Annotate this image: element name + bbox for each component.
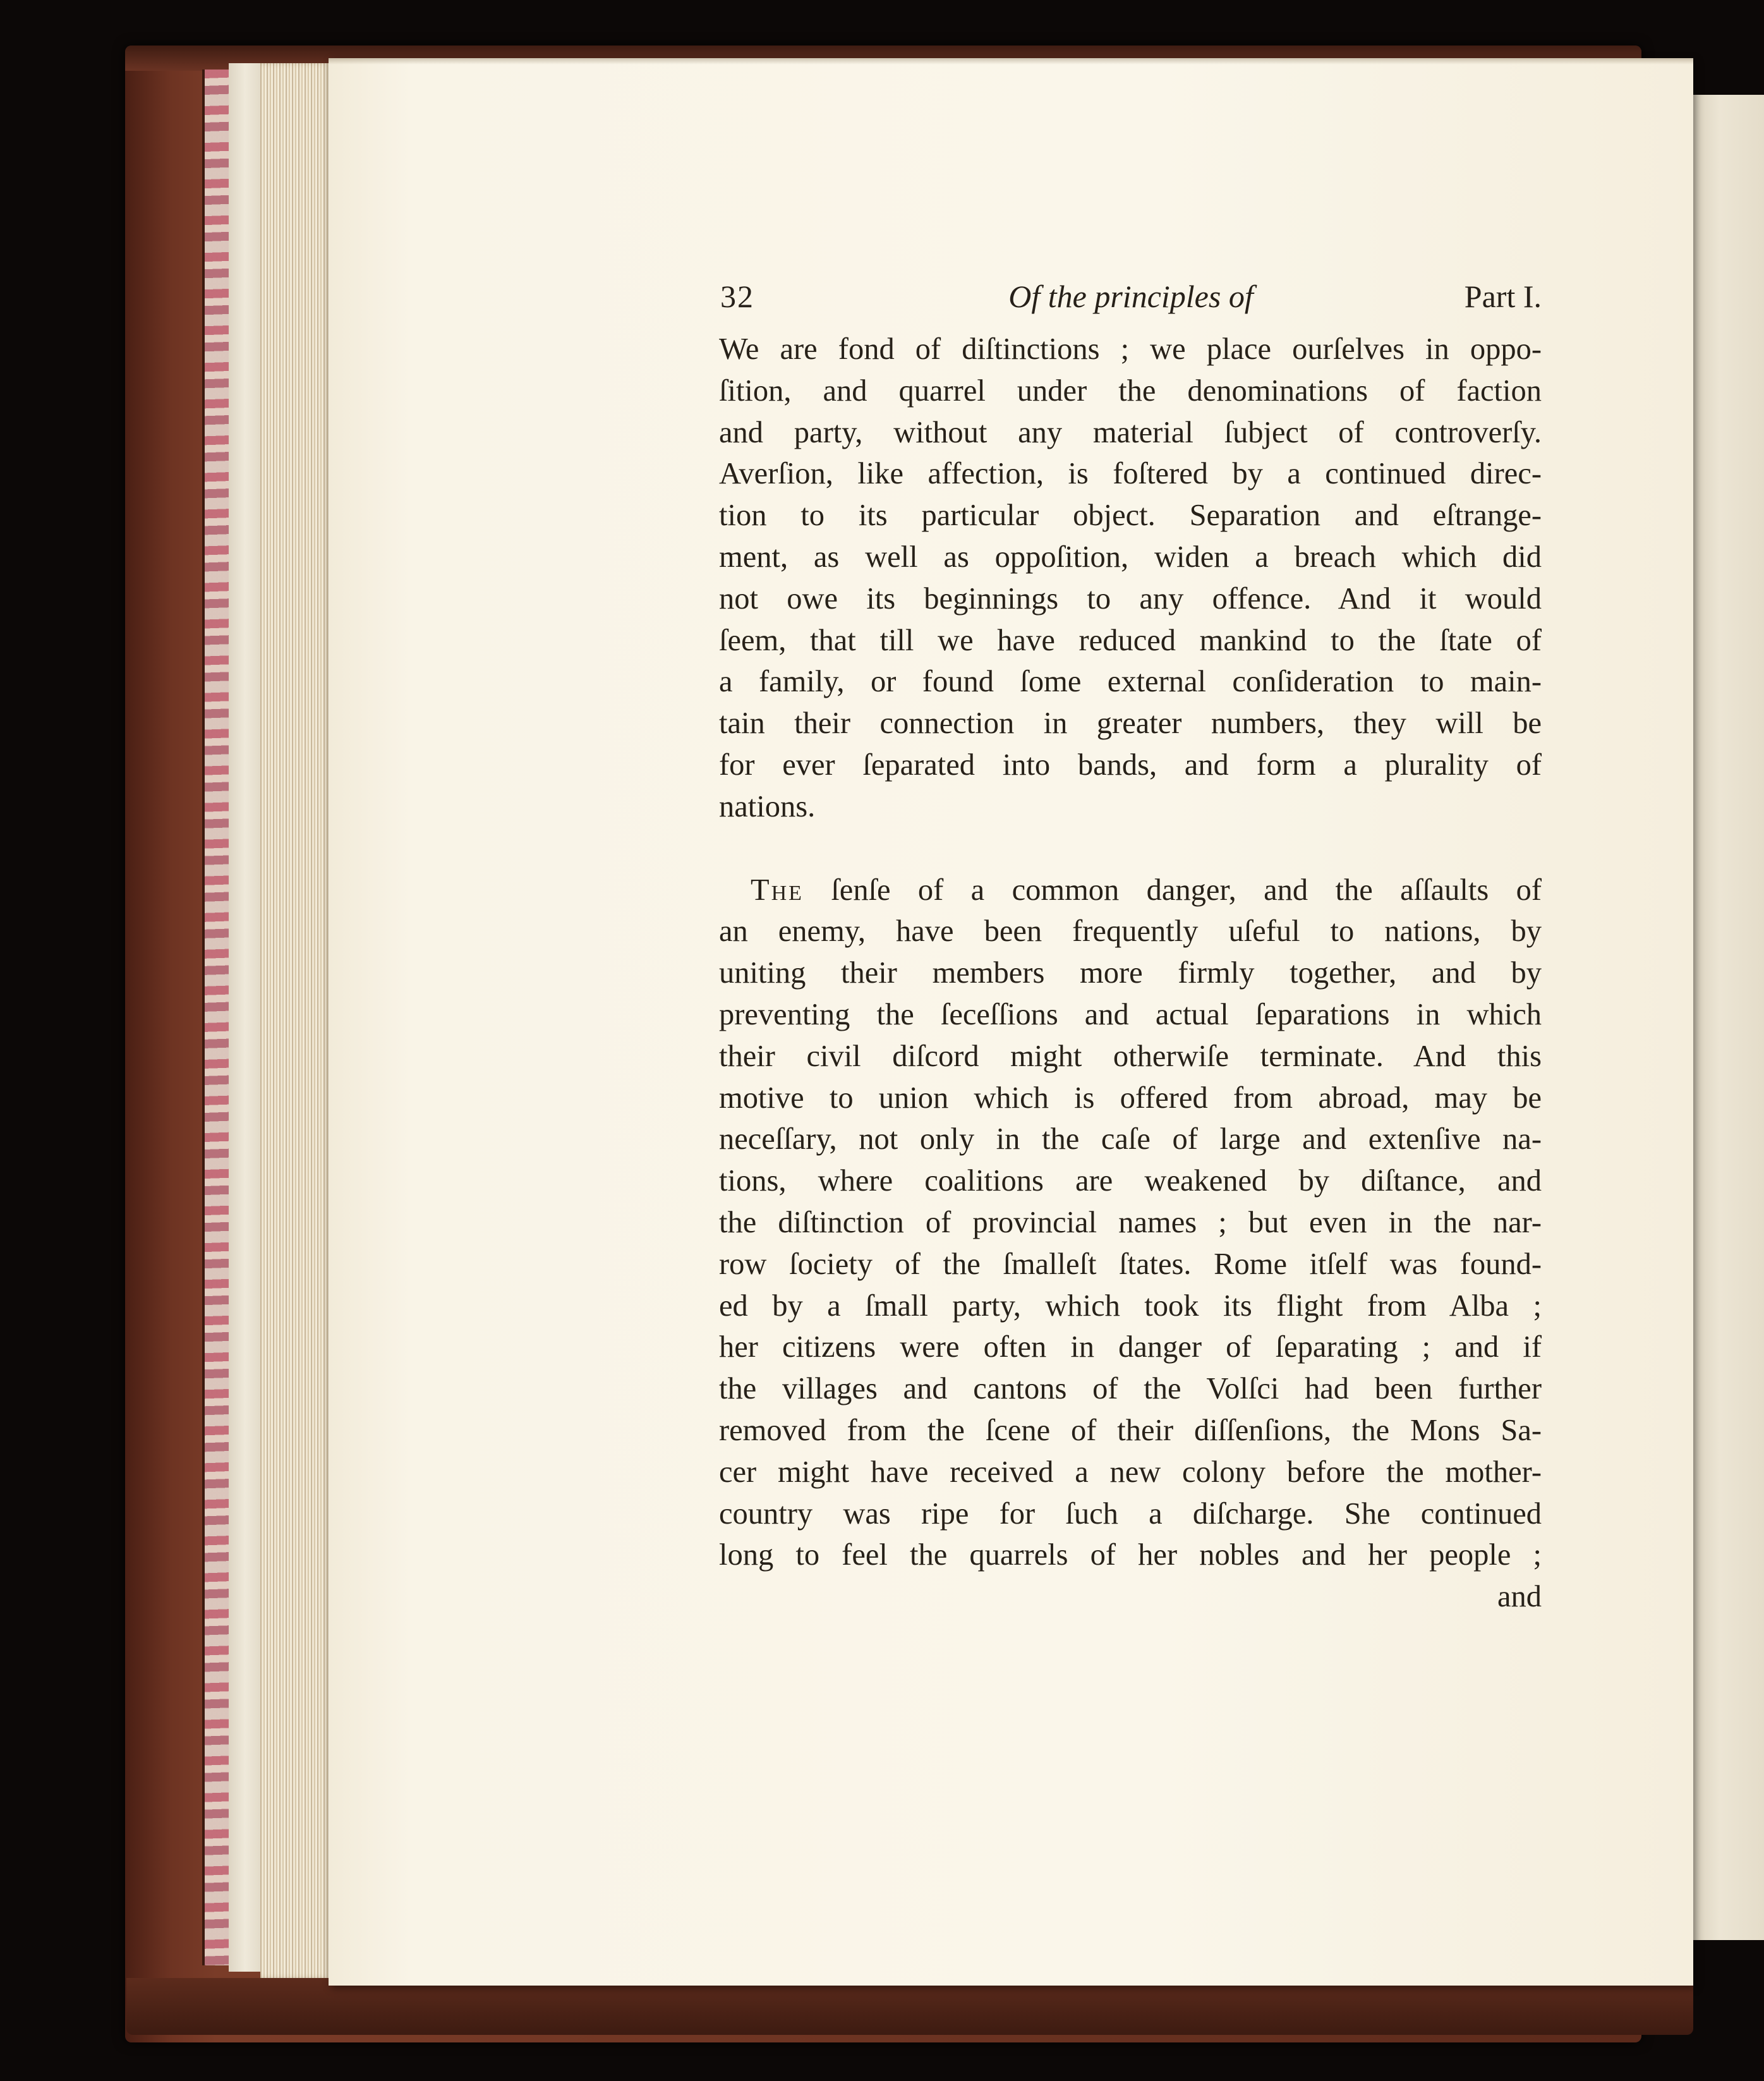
- text-line: her citizens were often in danger of ſeparating ; and if: [719, 1330, 1542, 1364]
- text-line: cer might have received a new colony before the mother-: [719, 1455, 1542, 1489]
- body-text: [719, 329, 1542, 1618]
- text-line: removed from the ſcene of their diſſenſions, the Mons Sa-: [719, 1413, 1542, 1447]
- text-line: not owe its beginnings to any offence. And it would: [719, 581, 1542, 616]
- text-line: ment, as well as oppoſition, widen a breach which did: [719, 540, 1542, 574]
- book-cover-bottom-edge: [126, 1978, 1693, 2035]
- text-line: ſition, and quarrel under the denominations of faction: [719, 373, 1542, 408]
- text-line: the diſtinction of provincial names ; but even in the nar-: [719, 1205, 1542, 1239]
- text-line: tion to its particular object. Separation and eſtrange-: [719, 499, 1542, 533]
- text-line: uniting their members more firmly together, and by: [719, 956, 1542, 990]
- text-line: motive to union which is offered from abroad, may be: [719, 1081, 1542, 1115]
- text-line: for ever ſeparated into bands, and form a plurality of: [719, 748, 1542, 782]
- text-line: long to feel the quarrels of her nobles and her people ;: [719, 1538, 1542, 1572]
- lead-word: The: [751, 873, 804, 907]
- text-line: Averſion, like affection, is foſtered by a continued direc-: [719, 457, 1542, 491]
- text-line: neceſſary, not only in the caſe of large and extenſive na-: [719, 1122, 1542, 1156]
- text-line: preventing the ſeceſſions and actual ſeparations in which: [719, 997, 1542, 1031]
- part-label: Part I.: [1464, 279, 1542, 314]
- facing-page-edge: [1687, 95, 1764, 1940]
- text-line: and party, without any material ſubject of controverſy.: [719, 415, 1542, 449]
- page-shadow: [329, 58, 1693, 64]
- running-title: Of the principles of: [1008, 279, 1254, 314]
- paragraph-1: [719, 329, 1542, 828]
- text-line: nations.: [719, 789, 816, 823]
- text-line: country was ripe for ſuch a diſcharge. She continued: [719, 1496, 1542, 1531]
- text-line: tain their connection in greater numbers, they will be: [719, 707, 1542, 741]
- text-line: We are fond of diſtinctions ; we place ourſelves in oppo-: [719, 332, 1542, 366]
- page-edges: [260, 63, 331, 1978]
- paragraph-2: [719, 870, 1542, 1618]
- first-line-rest: ſenſe of a common danger, and the aſſaults of: [803, 873, 1542, 907]
- text-line: row ſociety of the ſmalleſt ſtates. Rome itſelf was found-: [719, 1247, 1542, 1281]
- text-line: their civil diſcord might otherwiſe terminate. And this: [719, 1039, 1542, 1073]
- text-line: an enemy, have been frequently uſeful to nations, by: [719, 914, 1542, 949]
- text-line-first: [719, 870, 1542, 911]
- text-line: tions, where coalitions are weakened by diſtance, and: [719, 1164, 1542, 1198]
- page-number: 32: [720, 279, 754, 314]
- flyleaf: [229, 63, 263, 1972]
- running-header: [720, 278, 1542, 322]
- text-line: ed by a ſmall party, which took its flight from Alba ;: [719, 1289, 1542, 1323]
- text-line: the villages and cantons of the Volſci had been further: [719, 1372, 1542, 1406]
- text-line: ſeem, that till we have reduced mankind to the ſtate of: [719, 623, 1542, 657]
- text-line: a family, or found ſome external conſideration to main-: [719, 665, 1542, 699]
- catchword: and: [1497, 1580, 1542, 1614]
